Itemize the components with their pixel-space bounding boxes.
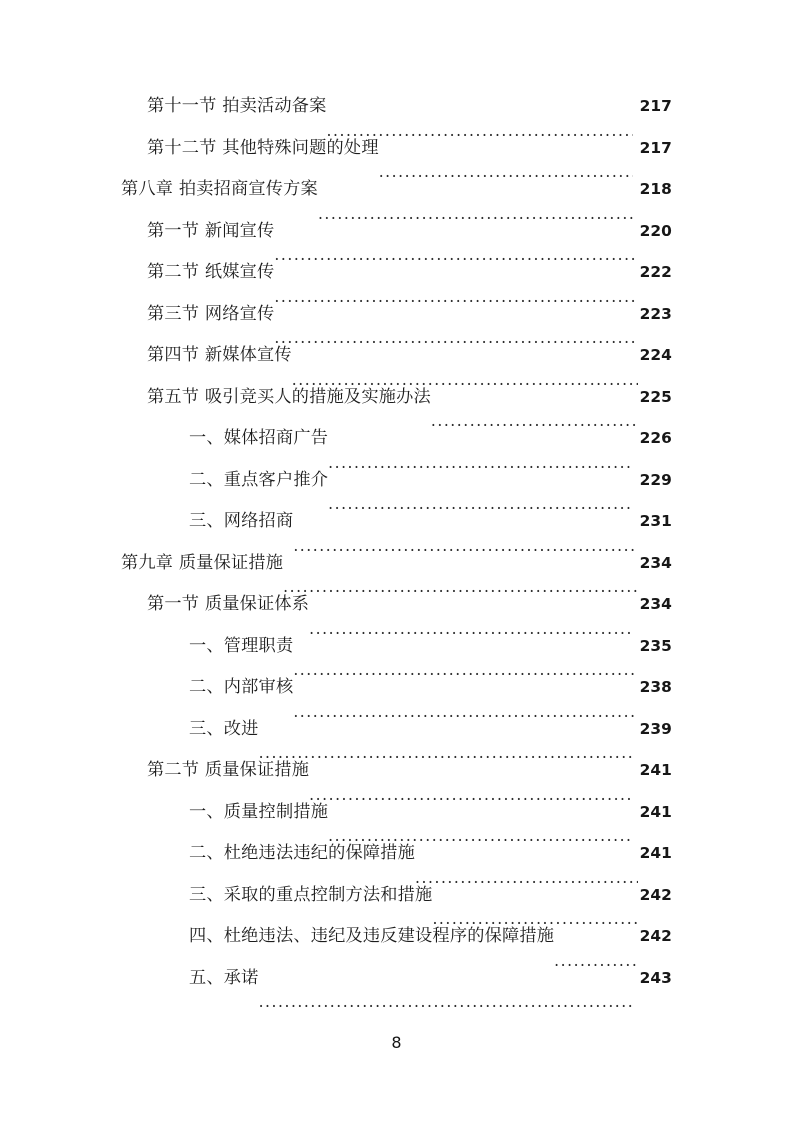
dot-leader	[379, 166, 633, 180]
toc-entry-page-number: 239	[639, 719, 672, 738]
toc-entry[interactable]	[0, 637, 793, 679]
toc-entry-title: 第二节 纸媒宣传	[147, 262, 275, 282]
toc-entry[interactable]	[0, 305, 793, 347]
dot-leader	[327, 125, 633, 139]
toc-entry[interactable]	[0, 886, 793, 928]
toc-entry-title: 三、网络招商	[189, 511, 294, 531]
table-of-contents	[0, 97, 793, 1010]
footer-page-number: 8	[391, 1033, 402, 1052]
toc-entry-title: 五、承诺	[189, 967, 259, 988]
toc-entry-page-number: 235	[639, 636, 672, 655]
toc-entry-page-number: 220	[639, 221, 672, 240]
dot-leader	[309, 789, 633, 803]
toc-entry-page-number: 243	[639, 968, 672, 987]
toc-entry-page-number: 217	[639, 138, 672, 157]
toc-entry-title: 四、杜绝违法、违纪及违反建设程序的保障措施	[189, 926, 555, 946]
toc-entry-title: 一、媒体招商广告	[189, 428, 329, 448]
toc-entry-title: 第四节 新媒体宣传	[147, 345, 292, 365]
toc-entry-title: 一、管理职责	[189, 635, 294, 656]
toc-entry[interactable]	[0, 761, 793, 803]
toc-entry-title: 二、杜绝违法违纪的保障措施	[189, 843, 416, 863]
dot-leader	[328, 498, 633, 512]
toc-entry-title: 第十二节 其他特殊问题的处理	[147, 137, 379, 158]
dot-leader	[274, 332, 638, 346]
toc-entry[interactable]	[0, 844, 793, 886]
toc-entry[interactable]	[0, 595, 793, 637]
toc-entry-title: 第一节 质量保证体系	[147, 594, 310, 614]
toc-entry[interactable]	[0, 139, 793, 181]
toc-entry-title: 二、内部审核	[189, 677, 294, 697]
toc-entry-title: 二、重点客户推介	[189, 469, 329, 490]
toc-entry-page-number: 226	[639, 429, 672, 447]
toc-entry[interactable]	[0, 720, 793, 762]
toc-entry-page-number: 224	[639, 346, 672, 364]
dot-leader	[292, 374, 638, 388]
dot-leader	[554, 955, 638, 969]
toc-entry-title: 第二节 质量保证措施	[147, 760, 310, 780]
toc-entry-title: 三、采取的重点控制方法和措施	[189, 884, 433, 905]
toc-entry[interactable]	[0, 97, 793, 139]
toc-entry-page-number: 223	[639, 304, 672, 323]
toc-entry[interactable]	[0, 471, 793, 513]
dot-leader	[283, 581, 638, 595]
dot-leader	[328, 457, 633, 471]
dot-leader	[293, 664, 638, 678]
toc-entry-page-number: 231	[639, 512, 672, 530]
toc-entry[interactable]	[0, 180, 793, 222]
toc-entry-title: 三、改进	[189, 718, 259, 739]
toc-entry-page-number: 241	[639, 844, 672, 862]
toc-entry-title: 第九章 质量保证措施	[121, 552, 284, 573]
dot-leader	[274, 249, 638, 263]
dot-leader	[259, 996, 633, 1010]
toc-entry-page-number: 241	[639, 761, 672, 779]
toc-entry-page-number: 241	[639, 802, 672, 821]
dot-leader	[328, 830, 633, 844]
toc-entry-page-number: 222	[639, 263, 672, 281]
toc-entry-page-number: 229	[639, 470, 672, 489]
toc-entry-page-number: 225	[639, 387, 672, 406]
toc-entry[interactable]	[0, 346, 793, 388]
toc-entry[interactable]	[0, 969, 793, 1011]
toc-entry[interactable]	[0, 554, 793, 596]
dot-leader	[274, 291, 638, 305]
toc-entry-title: 一、质量控制措施	[189, 801, 329, 822]
toc-entry-page-number: 218	[639, 180, 672, 198]
toc-entry-page-number: 242	[639, 927, 672, 945]
dot-leader	[432, 913, 638, 927]
dot-leader	[318, 208, 633, 222]
toc-entry-page-number: 238	[639, 678, 672, 696]
dot-leader	[259, 747, 633, 761]
dot-leader	[415, 872, 638, 886]
toc-entry-title: 第五节 吸引竞买人的措施及实施办法	[147, 386, 431, 407]
toc-entry-title: 第三节 网络宣传	[147, 303, 275, 324]
toc-entry-page-number: 242	[639, 885, 672, 904]
toc-entry-title: 第十一节 拍卖活动备案	[147, 96, 327, 116]
toc-entry[interactable]	[0, 803, 793, 845]
toc-entry-page-number: 234	[639, 553, 672, 572]
toc-entry-title: 第八章 拍卖招商宣传方案	[121, 179, 318, 199]
dot-leader	[309, 623, 633, 637]
dot-leader	[293, 706, 638, 720]
toc-entry-title: 第一节 新闻宣传	[147, 220, 275, 241]
dot-leader	[293, 540, 638, 554]
toc-entry[interactable]	[0, 512, 793, 554]
dot-leader	[431, 415, 638, 429]
toc-entry[interactable]	[0, 429, 793, 471]
toc-entry[interactable]	[0, 927, 793, 969]
toc-entry[interactable]	[0, 388, 793, 430]
toc-entry[interactable]	[0, 263, 793, 305]
toc-entry[interactable]	[0, 678, 793, 720]
toc-entry-page-number: 234	[639, 595, 672, 613]
toc-entry[interactable]	[0, 222, 793, 264]
toc-entry-page-number: 217	[639, 97, 672, 115]
